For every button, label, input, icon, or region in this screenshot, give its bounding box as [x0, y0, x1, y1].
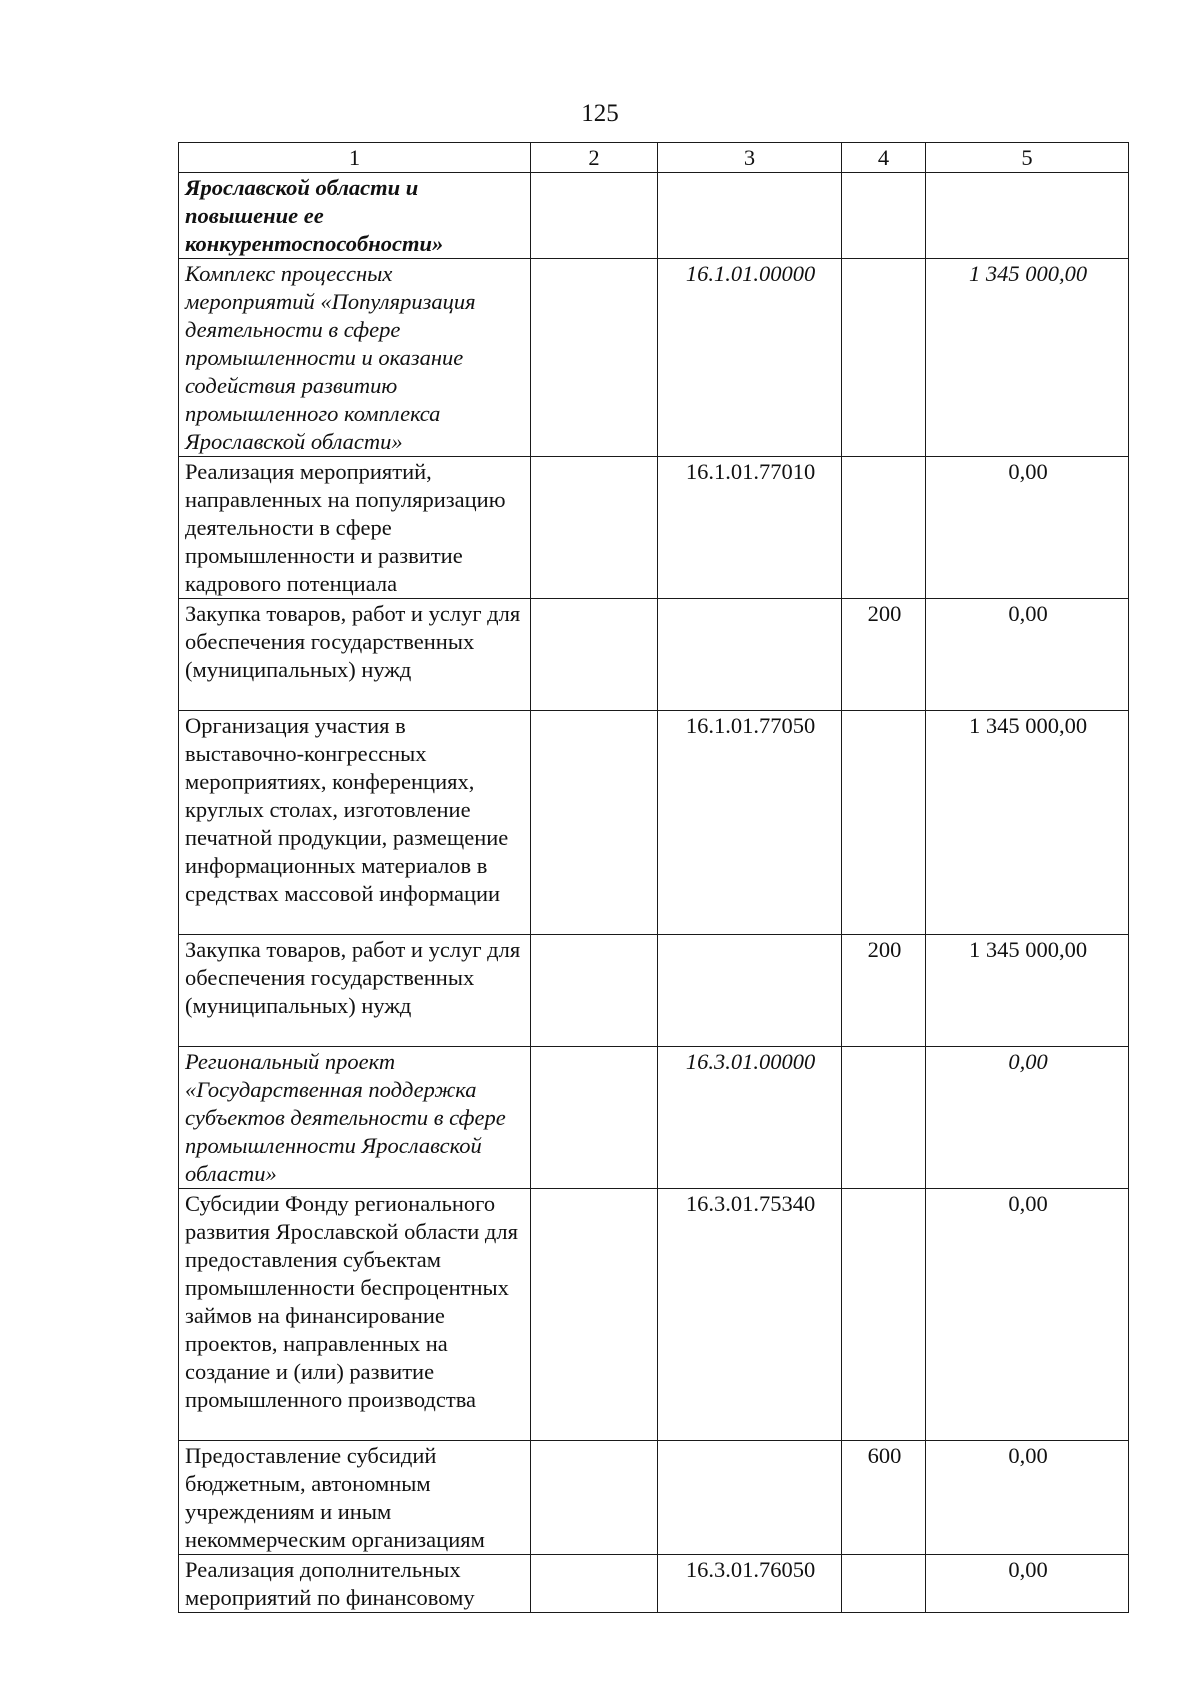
- table-row: [179, 173, 1129, 259]
- table-row: [179, 1047, 1129, 1189]
- row-col2: [531, 599, 658, 711]
- row-code: 16.1.01.77010: [658, 457, 842, 599]
- header-cell-3: 3: [658, 143, 842, 173]
- row-type: [842, 1189, 926, 1441]
- row-amount: [926, 173, 1129, 259]
- table-row: [179, 935, 1129, 1047]
- row-code: [658, 173, 842, 259]
- row-name: Закупка товаров, работ и услуг для обеспечения государственных (муниципальных) нужд: [179, 599, 531, 711]
- row-type: [842, 173, 926, 259]
- row-code: 16.3.01.76050: [658, 1555, 842, 1613]
- table-row: [179, 259, 1129, 457]
- row-col2: [531, 1441, 658, 1555]
- row-amount: 1 345 000,00: [926, 259, 1129, 457]
- row-type: 200: [842, 935, 926, 1047]
- row-amount: 1 345 000,00: [926, 711, 1129, 935]
- row-name: Реализация дополнительных мероприятий по финансовому: [179, 1555, 531, 1613]
- header-row: [179, 143, 1129, 173]
- row-code: 16.1.01.77050: [658, 711, 842, 935]
- row-type: [842, 711, 926, 935]
- header-cell-5: 5: [926, 143, 1129, 173]
- row-name: Реализация мероприятий, направленных на популяризацию деятельности в сфере промышленности и развитие кадрового потенциала: [179, 457, 531, 599]
- row-code: 16.3.01.00000: [658, 1047, 842, 1189]
- page-number: 125: [581, 100, 619, 127]
- row-type: [842, 1555, 926, 1613]
- row-col2: [531, 1189, 658, 1441]
- row-type: [842, 259, 926, 457]
- row-col2: [531, 259, 658, 457]
- row-name: Ярославской области и повышение ее конкурентоспособности»: [179, 173, 531, 259]
- row-amount: 0,00: [926, 457, 1129, 599]
- row-col2: [531, 1047, 658, 1189]
- row-name: Субсидии Фонду регионального развития Ярославской области для предоставления субъектам промышленности беспроцентных займов на финансирование проектов, направленных на создание и (или) развитие промышленного производства: [179, 1189, 531, 1441]
- row-name: Комплекс процессных мероприятий «Популяризация деятельности в сфере промышленности и оказание содействия развитию промышленного комплекса Ярославской области»: [179, 259, 531, 457]
- table-row: [179, 599, 1129, 711]
- row-amount: 0,00: [926, 1189, 1129, 1441]
- row-col2: [531, 711, 658, 935]
- row-amount: 0,00: [926, 599, 1129, 711]
- table-row: [179, 1441, 1129, 1555]
- table-row: [179, 711, 1129, 935]
- row-code: 16.1.01.00000: [658, 259, 842, 457]
- row-amount: 0,00: [926, 1441, 1129, 1555]
- row-name: Закупка товаров, работ и услуг для обеспечения государственных (муниципальных) нужд: [179, 935, 531, 1047]
- row-type: [842, 1047, 926, 1189]
- row-col2: [531, 457, 658, 599]
- row-code: [658, 599, 842, 711]
- budget-table: [178, 142, 1129, 1613]
- row-type: 600: [842, 1441, 926, 1555]
- row-code: 16.3.01.75340: [658, 1189, 842, 1441]
- row-amount: 0,00: [926, 1047, 1129, 1189]
- row-name: Предоставление субсидий бюджетным, автономным учреждениям и иным некоммерческим организациям: [179, 1441, 531, 1555]
- row-code: [658, 1441, 842, 1555]
- row-name: Региональный проект «Государственная поддержка субъектов деятельности в сфере промышленности Ярославской области»: [179, 1047, 531, 1189]
- row-col2: [531, 1555, 658, 1613]
- table-row: [179, 1189, 1129, 1441]
- row-type: [842, 457, 926, 599]
- row-type: 200: [842, 599, 926, 711]
- header-cell-1: 1: [179, 143, 531, 173]
- table-row: [179, 1555, 1129, 1613]
- row-col2: [531, 935, 658, 1047]
- header-cell-2: 2: [531, 143, 658, 173]
- row-name: Организация участия в выставочно-конгрессных мероприятиях, конференциях, круглых столах, изготовление печатной продукции, размещение информационных материалов в средствах массовой информации: [179, 711, 531, 935]
- row-amount: 1 345 000,00: [926, 935, 1129, 1047]
- row-amount: 0,00: [926, 1555, 1129, 1613]
- row-code: [658, 935, 842, 1047]
- row-col2: [531, 173, 658, 259]
- header-cell-4: 4: [842, 143, 926, 173]
- table-row: [179, 457, 1129, 599]
